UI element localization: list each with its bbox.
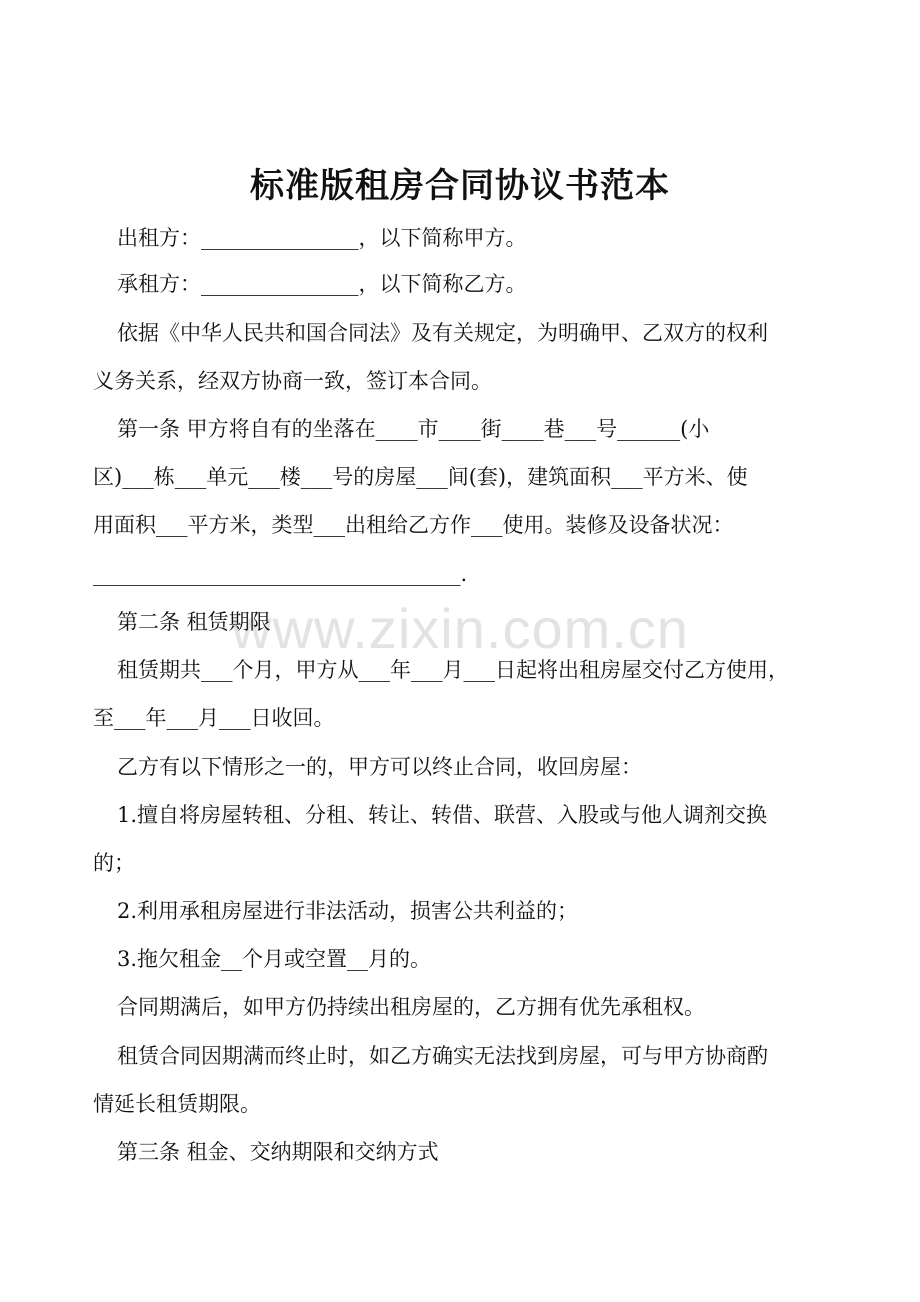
paragraph-line: 区)___栋___单元___楼___号的房屋___间(套)，建筑面积___平方米、使 (93, 465, 748, 489)
paragraph-line: 租赁期共___个月，甲方从___年___月___日起将出租房屋交付乙方使用， (117, 658, 789, 682)
paragraph-line: 用面积___平方米，类型___出租给乙方作___使用。装修及设备状况： (93, 513, 734, 537)
list-item-continuation: 的； (93, 851, 135, 875)
list-item: 1.擅自将房屋转租、分租、转让、转借、联营、入股或与他人调剂交换 (117, 803, 768, 827)
list-item: 3.拖欠租金__个月或空置__月的。 (117, 947, 432, 971)
paragraph-line: 乙方有以下情形之一的，甲方可以终止合同，收回房屋： (117, 755, 642, 779)
document-title: 标准版租房合同协议书范本 (250, 166, 670, 206)
list-item: 2.利用承租房屋进行非法活动，损害公共利益的； (117, 899, 579, 923)
article-three-heading: 第三条 租金、交纳期限和交纳方式 (117, 1140, 439, 1164)
article-two-heading: 第二条 租赁期限 (117, 610, 271, 634)
paragraph-line: 依据《中华人民共和国合同法》及有关规定，为明确甲、乙双方的权利 (117, 321, 768, 345)
article-one-line: 第一条 甲方将自有的坐落在____市____街____巷___号______(小 (117, 417, 710, 441)
paragraph-line: 义务关系，经双方协商一致，签订本合同。 (93, 369, 492, 393)
lessor-line: 出租方：_______________，以下简称甲方。 (117, 226, 527, 250)
lessee-line: 承租方：_______________，以下简称乙方。 (117, 272, 527, 296)
paragraph-line: 情延长租赁期限。 (93, 1092, 261, 1116)
blank-line: ___________________________________. (93, 562, 468, 586)
paragraph-line: 租赁合同因期满而终止时，如乙方确实无法找到房屋，可与甲方协商酌 (117, 1044, 768, 1068)
paragraph-line: 合同期满后，如甲方仍持续出租房屋的，乙方拥有优先承租权。 (117, 995, 705, 1019)
paragraph-line: 至___年___月___日收回。 (93, 706, 335, 730)
watermark: www.zixin.com.cn (231, 597, 689, 660)
